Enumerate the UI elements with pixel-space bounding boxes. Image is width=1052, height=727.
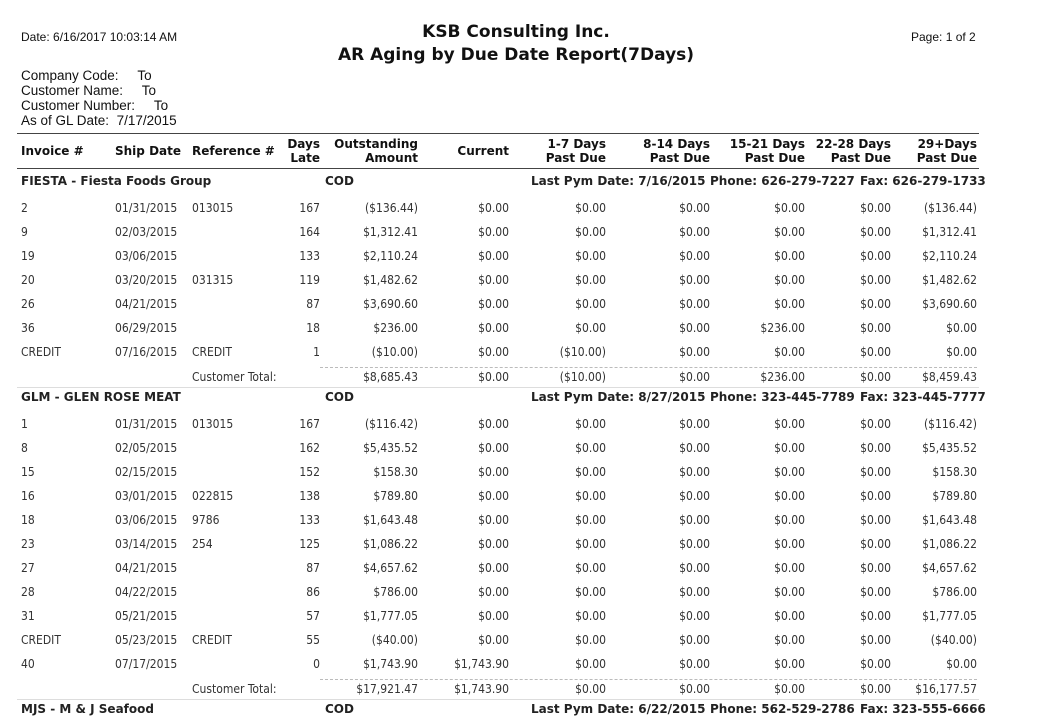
- cell-d1-7: $0.00: [575, 321, 606, 335]
- cell-d22-28: $0.00: [860, 201, 891, 215]
- cell-current: $0.00: [478, 225, 509, 239]
- cell-outstanding: ($40.00): [371, 633, 418, 647]
- total-outstanding: $8,685.43: [363, 370, 418, 384]
- cell-days-late: 162: [299, 441, 320, 455]
- cell-current: $0.00: [478, 537, 509, 551]
- cell-d29: $0.00: [946, 345, 977, 359]
- cell-d15-21: $0.00: [774, 225, 805, 239]
- cell-d15-21: $0.00: [774, 585, 805, 599]
- cell-days-late: 133: [299, 513, 320, 527]
- col-reference: Reference #: [192, 144, 275, 158]
- cell-days-late: 167: [299, 417, 320, 431]
- cell-d15-21: $236.00: [760, 321, 805, 335]
- cell-d1-7: $0.00: [575, 249, 606, 263]
- col-1-7-days: 1-7 Days Past Due: [545, 137, 606, 165]
- cell-d15-21: $0.00: [774, 537, 805, 551]
- cell-outstanding: ($136.44): [364, 201, 418, 215]
- cell-d29: $158.30: [932, 465, 977, 479]
- cell-d8-14: $0.00: [679, 537, 710, 551]
- cell-d29: $1,643.48: [922, 513, 977, 527]
- cell-days-late: 0: [313, 657, 320, 671]
- customer-terms: COD: [325, 702, 354, 716]
- cell-d8-14: $0.00: [679, 561, 710, 575]
- cell-ship-date: 02/05/2015: [115, 441, 178, 455]
- cell-outstanding: $1,086.22: [363, 537, 418, 551]
- cell-days-late: 86: [306, 585, 320, 599]
- col-current: Current: [457, 144, 509, 158]
- cell-outstanding: $5,435.52: [363, 441, 418, 455]
- cell-days-late: 138: [299, 489, 320, 503]
- cell-days-late: 55: [306, 633, 320, 647]
- cell-invoice: 28: [21, 585, 35, 599]
- cell-current: $0.00: [478, 273, 509, 287]
- cell-d15-21: $0.00: [774, 465, 805, 479]
- cell-reference: CREDIT: [192, 345, 232, 359]
- total-current: $1,743.90: [454, 682, 509, 696]
- cell-invoice: 20: [21, 273, 35, 287]
- cell-d1-7: $0.00: [575, 585, 606, 599]
- cell-d8-14: $0.00: [679, 489, 710, 503]
- cell-d15-21: $0.00: [774, 249, 805, 263]
- cell-d1-7: $0.00: [575, 417, 606, 431]
- cell-d29: ($136.44): [923, 201, 977, 215]
- customer-phone: Phone: 323-445-7789: [710, 390, 855, 404]
- total-d1-7: ($10.00): [559, 370, 606, 384]
- cell-reference: 013015: [192, 417, 234, 431]
- cell-d8-14: $0.00: [679, 441, 710, 455]
- cell-invoice: 2: [21, 201, 28, 215]
- cell-ship-date: 07/16/2015: [115, 345, 178, 359]
- cell-d22-28: $0.00: [860, 441, 891, 455]
- cell-d8-14: $0.00: [679, 273, 710, 287]
- cell-d29: $5,435.52: [922, 441, 977, 455]
- cell-d29: $0.00: [946, 657, 977, 671]
- cell-invoice: CREDIT: [21, 633, 61, 647]
- cell-invoice: 18: [21, 513, 35, 527]
- cell-ship-date: 06/29/2015: [115, 321, 178, 335]
- col-invoice: Invoice #: [21, 144, 84, 158]
- cell-current: $0.00: [478, 633, 509, 647]
- cell-d1-7: $0.00: [575, 561, 606, 575]
- customer-terms: COD: [325, 174, 354, 188]
- header-top-rule: [17, 133, 979, 134]
- cell-d29: $789.80: [932, 489, 977, 503]
- param-gl-date: As of GL Date: 7/17/2015: [21, 113, 177, 128]
- cell-d29: $0.00: [946, 321, 977, 335]
- customer-total-label: Customer Total:: [192, 682, 277, 696]
- cell-d1-7: ($10.00): [559, 345, 606, 359]
- cell-outstanding: $4,657.62: [363, 561, 418, 575]
- customer-terms: COD: [325, 390, 354, 404]
- cell-d1-7: $0.00: [575, 465, 606, 479]
- customer-phone: Phone: 626-279-7227: [710, 174, 855, 188]
- total-current: $0.00: [478, 370, 509, 384]
- cell-d1-7: $0.00: [575, 489, 606, 503]
- cell-d8-14: $0.00: [679, 657, 710, 671]
- total-d8-14: $0.00: [679, 370, 710, 384]
- cell-current: $1,743.90: [454, 657, 509, 671]
- col-ship-date: Ship Date: [115, 144, 181, 158]
- cell-d22-28: $0.00: [860, 345, 891, 359]
- group-separator: [17, 699, 979, 700]
- last-payment-date: Last Pym Date: 8/27/2015: [531, 390, 706, 404]
- cell-d1-7: $0.00: [575, 225, 606, 239]
- cell-reference: 254: [192, 537, 213, 551]
- col-outstanding: Outstanding Amount: [334, 137, 418, 165]
- cell-ship-date: 03/06/2015: [115, 249, 178, 263]
- cell-d8-14: $0.00: [679, 321, 710, 335]
- cell-d8-14: $0.00: [679, 249, 710, 263]
- cell-d29: ($116.42): [923, 417, 977, 431]
- cell-d1-7: $0.00: [575, 513, 606, 527]
- cell-outstanding: $1,743.90: [363, 657, 418, 671]
- cell-d8-14: $0.00: [679, 585, 710, 599]
- col-15-21-days: 15-21 Days Past Due: [729, 137, 805, 165]
- cell-d29: $1,482.62: [922, 273, 977, 287]
- cell-d1-7: $0.00: [575, 201, 606, 215]
- cell-current: $0.00: [478, 489, 509, 503]
- cell-d22-28: $0.00: [860, 585, 891, 599]
- dashed-divider: [320, 679, 977, 680]
- cell-outstanding: $789.80: [373, 489, 418, 503]
- cell-current: $0.00: [478, 609, 509, 623]
- cell-invoice: 15: [21, 465, 35, 479]
- cell-d1-7: $0.00: [575, 441, 606, 455]
- total-d22-28: $0.00: [860, 370, 891, 384]
- total-d15-21: $236.00: [760, 370, 805, 384]
- cell-invoice: 40: [21, 657, 35, 671]
- col-8-14-days: 8-14 Days Past Due: [643, 137, 710, 165]
- cell-invoice: 27: [21, 561, 35, 575]
- cell-ship-date: 02/15/2015: [115, 465, 178, 479]
- cell-invoice: 16: [21, 489, 35, 503]
- cell-outstanding: $1,482.62: [363, 273, 418, 287]
- cell-d22-28: $0.00: [860, 297, 891, 311]
- cell-d1-7: $0.00: [575, 657, 606, 671]
- cell-d22-28: $0.00: [860, 561, 891, 575]
- cell-d22-28: $0.00: [860, 273, 891, 287]
- cell-d22-28: $0.00: [860, 417, 891, 431]
- cell-d22-28: $0.00: [860, 321, 891, 335]
- cell-d8-14: $0.00: [679, 345, 710, 359]
- cell-d22-28: $0.00: [860, 609, 891, 623]
- dashed-divider: [320, 367, 977, 368]
- cell-days-late: 1: [313, 345, 320, 359]
- total-d29: $16,177.57: [915, 682, 977, 696]
- cell-d8-14: $0.00: [679, 633, 710, 647]
- cell-current: $0.00: [478, 417, 509, 431]
- cell-d29: $1,086.22: [922, 537, 977, 551]
- last-payment-date: Last Pym Date: 6/22/2015: [531, 702, 706, 716]
- cell-outstanding: $158.30: [373, 465, 418, 479]
- cell-current: $0.00: [478, 297, 509, 311]
- total-d29: $8,459.43: [922, 370, 977, 384]
- cell-d15-21: $0.00: [774, 273, 805, 287]
- cell-current: $0.00: [478, 249, 509, 263]
- cell-days-late: 133: [299, 249, 320, 263]
- customer-phone: Phone: 562-529-2786: [710, 702, 855, 716]
- cell-d15-21: $0.00: [774, 201, 805, 215]
- cell-invoice: 36: [21, 321, 35, 335]
- cell-days-late: 164: [299, 225, 320, 239]
- cell-ship-date: 07/17/2015: [115, 657, 178, 671]
- customer-name: GLM - GLEN ROSE MEAT: [21, 390, 181, 404]
- col-days-late: Days Late: [287, 137, 320, 165]
- report-date: Date: 6/16/2017 10:03:14 AM: [21, 30, 178, 44]
- customer-name: MJS - M & J Seafood: [21, 702, 154, 716]
- cell-d8-14: $0.00: [679, 513, 710, 527]
- cell-days-late: 87: [306, 297, 320, 311]
- company-name: KSB Consulting Inc.: [422, 22, 610, 42]
- cell-d22-28: $0.00: [860, 633, 891, 647]
- col-29-days: 29+Days Past Due: [916, 137, 977, 165]
- cell-ship-date: 02/03/2015: [115, 225, 178, 239]
- cell-outstanding: $1,777.05: [363, 609, 418, 623]
- cell-d15-21: $0.00: [774, 513, 805, 527]
- cell-d15-21: $0.00: [774, 561, 805, 575]
- cell-ship-date: 03/06/2015: [115, 513, 178, 527]
- cell-invoice: 1: [21, 417, 28, 431]
- col-22-28-days: 22-28 Days Past Due: [815, 137, 891, 165]
- cell-d1-7: $0.00: [575, 609, 606, 623]
- cell-d29: $1,777.05: [922, 609, 977, 623]
- cell-d15-21: $0.00: [774, 609, 805, 623]
- cell-d22-28: $0.00: [860, 513, 891, 527]
- cell-days-late: 152: [299, 465, 320, 479]
- group-separator: [17, 387, 979, 388]
- cell-current: $0.00: [478, 585, 509, 599]
- cell-reference: CREDIT: [192, 633, 232, 647]
- cell-ship-date: 04/21/2015: [115, 561, 178, 575]
- cell-reference: 031315: [192, 273, 234, 287]
- cell-d8-14: $0.00: [679, 225, 710, 239]
- cell-d1-7: $0.00: [575, 537, 606, 551]
- cell-d29: $786.00: [932, 585, 977, 599]
- cell-days-late: 18: [306, 321, 320, 335]
- cell-d8-14: $0.00: [679, 417, 710, 431]
- cell-d29: $2,110.24: [922, 249, 977, 263]
- param-company-code: Company Code: To: [21, 68, 152, 83]
- cell-invoice: CREDIT: [21, 345, 61, 359]
- cell-invoice: 26: [21, 297, 35, 311]
- cell-d22-28: $0.00: [860, 465, 891, 479]
- cell-d15-21: $0.00: [774, 489, 805, 503]
- cell-current: $0.00: [478, 321, 509, 335]
- cell-d15-21: $0.00: [774, 297, 805, 311]
- cell-d15-21: $0.00: [774, 345, 805, 359]
- cell-invoice: 31: [21, 609, 35, 623]
- customer-fax: Fax: 323-555-6666: [860, 702, 986, 716]
- total-d1-7: $0.00: [575, 682, 606, 696]
- cell-outstanding: ($116.42): [364, 417, 418, 431]
- cell-ship-date: 01/31/2015: [115, 417, 178, 431]
- cell-current: $0.00: [478, 465, 509, 479]
- header-bottom-rule: [17, 168, 979, 169]
- cell-d15-21: $0.00: [774, 633, 805, 647]
- cell-invoice: 23: [21, 537, 35, 551]
- customer-fax: Fax: 626-279-1733: [860, 174, 986, 188]
- cell-outstanding: $236.00: [373, 321, 418, 335]
- cell-days-late: 119: [299, 273, 320, 287]
- total-d22-28: $0.00: [860, 682, 891, 696]
- total-d15-21: $0.00: [774, 682, 805, 696]
- cell-outstanding: ($10.00): [371, 345, 418, 359]
- cell-outstanding: $2,110.24: [363, 249, 418, 263]
- cell-d29: $3,690.60: [922, 297, 977, 311]
- cell-ship-date: 04/22/2015: [115, 585, 178, 599]
- total-d8-14: $0.00: [679, 682, 710, 696]
- cell-invoice: 9: [21, 225, 28, 239]
- cell-outstanding: $1,312.41: [363, 225, 418, 239]
- cell-d1-7: $0.00: [575, 273, 606, 287]
- cell-days-late: 167: [299, 201, 320, 215]
- cell-current: $0.00: [478, 201, 509, 215]
- cell-outstanding: $3,690.60: [363, 297, 418, 311]
- cell-d29: ($40.00): [930, 633, 977, 647]
- cell-reference: 022815: [192, 489, 234, 503]
- cell-outstanding: $786.00: [373, 585, 418, 599]
- cell-ship-date: 05/23/2015: [115, 633, 178, 647]
- cell-reference: 9786: [192, 513, 220, 527]
- last-payment-date: Last Pym Date: 7/16/2015: [531, 174, 706, 188]
- customer-total-label: Customer Total:: [192, 370, 277, 384]
- page-number: Page: 1 of 2: [911, 30, 976, 44]
- cell-d8-14: $0.00: [679, 465, 710, 479]
- report-title: AR Aging by Due Date Report(7Days): [337, 45, 695, 65]
- cell-ship-date: 03/14/2015: [115, 537, 178, 551]
- cell-d22-28: $0.00: [860, 537, 891, 551]
- cell-current: $0.00: [478, 345, 509, 359]
- cell-d8-14: $0.00: [679, 201, 710, 215]
- total-outstanding: $17,921.47: [356, 682, 418, 696]
- cell-current: $0.00: [478, 561, 509, 575]
- cell-ship-date: 03/01/2015: [115, 489, 178, 503]
- cell-ship-date: 03/20/2015: [115, 273, 178, 287]
- cell-d15-21: $0.00: [774, 441, 805, 455]
- cell-current: $0.00: [478, 441, 509, 455]
- cell-d1-7: $0.00: [575, 297, 606, 311]
- cell-d1-7: $0.00: [575, 633, 606, 647]
- cell-d15-21: $0.00: [774, 417, 805, 431]
- param-customer-number: Customer Number: To: [21, 98, 169, 113]
- cell-ship-date: 04/21/2015: [115, 297, 178, 311]
- cell-days-late: 57: [306, 609, 320, 623]
- cell-d29: $1,312.41: [922, 225, 977, 239]
- cell-d8-14: $0.00: [679, 609, 710, 623]
- cell-d8-14: $0.00: [679, 297, 710, 311]
- customer-fax: Fax: 323-445-7777: [860, 390, 986, 404]
- cell-invoice: 19: [21, 249, 35, 263]
- cell-invoice: 8: [21, 441, 28, 455]
- cell-d22-28: $0.00: [860, 657, 891, 671]
- customer-name: FIESTA - Fiesta Foods Group: [21, 174, 212, 188]
- cell-d29: $4,657.62: [922, 561, 977, 575]
- cell-ship-date: 01/31/2015: [115, 201, 178, 215]
- cell-d15-21: $0.00: [774, 657, 805, 671]
- cell-days-late: 125: [299, 537, 320, 551]
- cell-d22-28: $0.00: [860, 489, 891, 503]
- report-parameters: [21, 68, 177, 128]
- cell-ship-date: 05/21/2015: [115, 609, 178, 623]
- cell-d22-28: $0.00: [860, 249, 891, 263]
- cell-reference: 013015: [192, 201, 234, 215]
- cell-days-late: 87: [306, 561, 320, 575]
- cell-d22-28: $0.00: [860, 225, 891, 239]
- cell-outstanding: $1,643.48: [363, 513, 418, 527]
- cell-current: $0.00: [478, 513, 509, 527]
- param-customer-name: Customer Name: To: [21, 83, 157, 98]
